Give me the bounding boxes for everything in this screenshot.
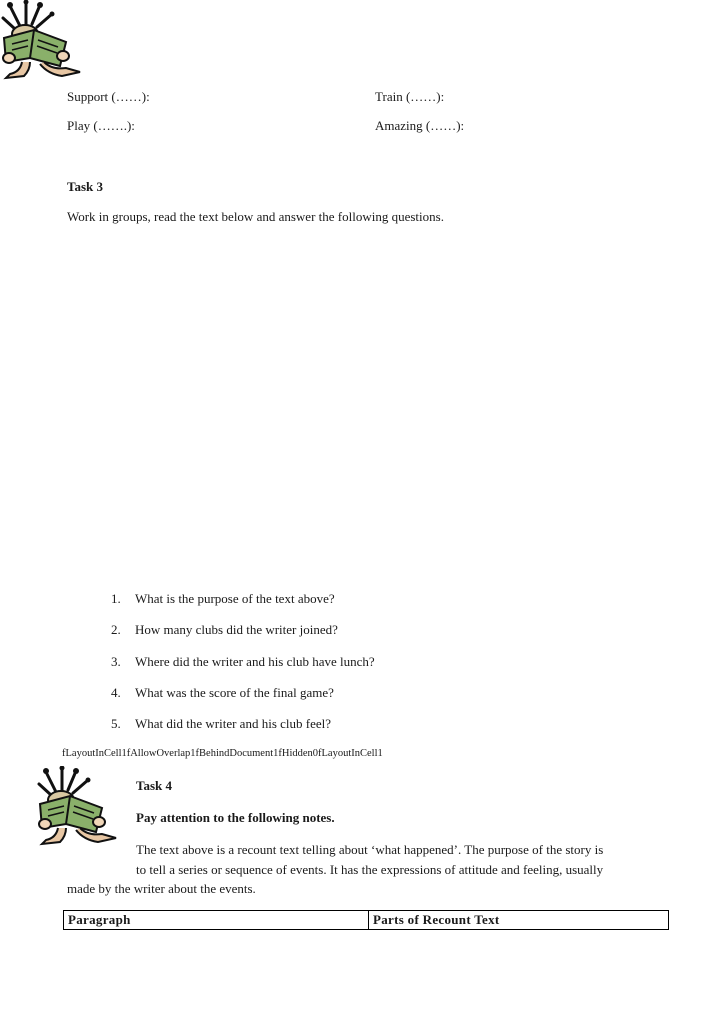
table-header-parts: Parts of Recount Text	[369, 911, 669, 930]
question-text: How many clubs did the writer joined?	[135, 622, 338, 637]
task4-paragraph-line-1: The text above is a recount text telling about ‘what happened’. The purpose of the story is	[136, 842, 604, 857]
question-text: Where did the writer and his club have lunch?	[135, 654, 375, 669]
question-number: 2.	[111, 622, 121, 637]
question-item	[111, 591, 335, 607]
question-number: 5.	[111, 716, 121, 731]
question-item	[111, 716, 331, 732]
vocab-train: Train (……):	[375, 89, 445, 104]
table-header-row	[64, 911, 669, 930]
task4-heading: Task 4	[136, 778, 173, 793]
question-number: 3.	[111, 654, 121, 669]
question-text: What was the score of the final game?	[135, 685, 334, 700]
task4-paragraph-line-2: to tell a series or sequence of events. It has the expressions of attitude and feeling, usually	[136, 862, 604, 877]
task4-subheading: Pay attention to the following notes.	[136, 810, 335, 825]
question-item	[111, 654, 375, 670]
question-item	[111, 685, 334, 701]
layout-artifact-text: fLayoutInCell1fAllowOverlap1fBehindDocument1fHidden0fLayoutInCell1	[62, 748, 383, 759]
vocab-play: Play (…….):	[67, 118, 135, 133]
task4-paragraph-line-3: made by the writer about the events.	[67, 881, 256, 896]
task3-instruction: Work in groups, read the text below and answer the following questions.	[67, 209, 444, 224]
question-text: What is the purpose of the text above?	[135, 591, 335, 606]
vocab-amazing: Amazing (……):	[375, 118, 465, 133]
reading-person-icon	[36, 766, 128, 850]
recount-parts-table	[63, 910, 669, 930]
table-header-paragraph: Paragraph	[64, 911, 369, 930]
vocab-support: Support (……):	[67, 89, 150, 104]
question-item	[111, 622, 338, 638]
reading-person-icon	[0, 0, 92, 84]
question-number: 1.	[111, 591, 121, 606]
task3-heading: Task 3	[67, 179, 104, 194]
question-text: What did the writer and his club feel?	[135, 716, 332, 731]
question-number: 4.	[111, 685, 121, 700]
